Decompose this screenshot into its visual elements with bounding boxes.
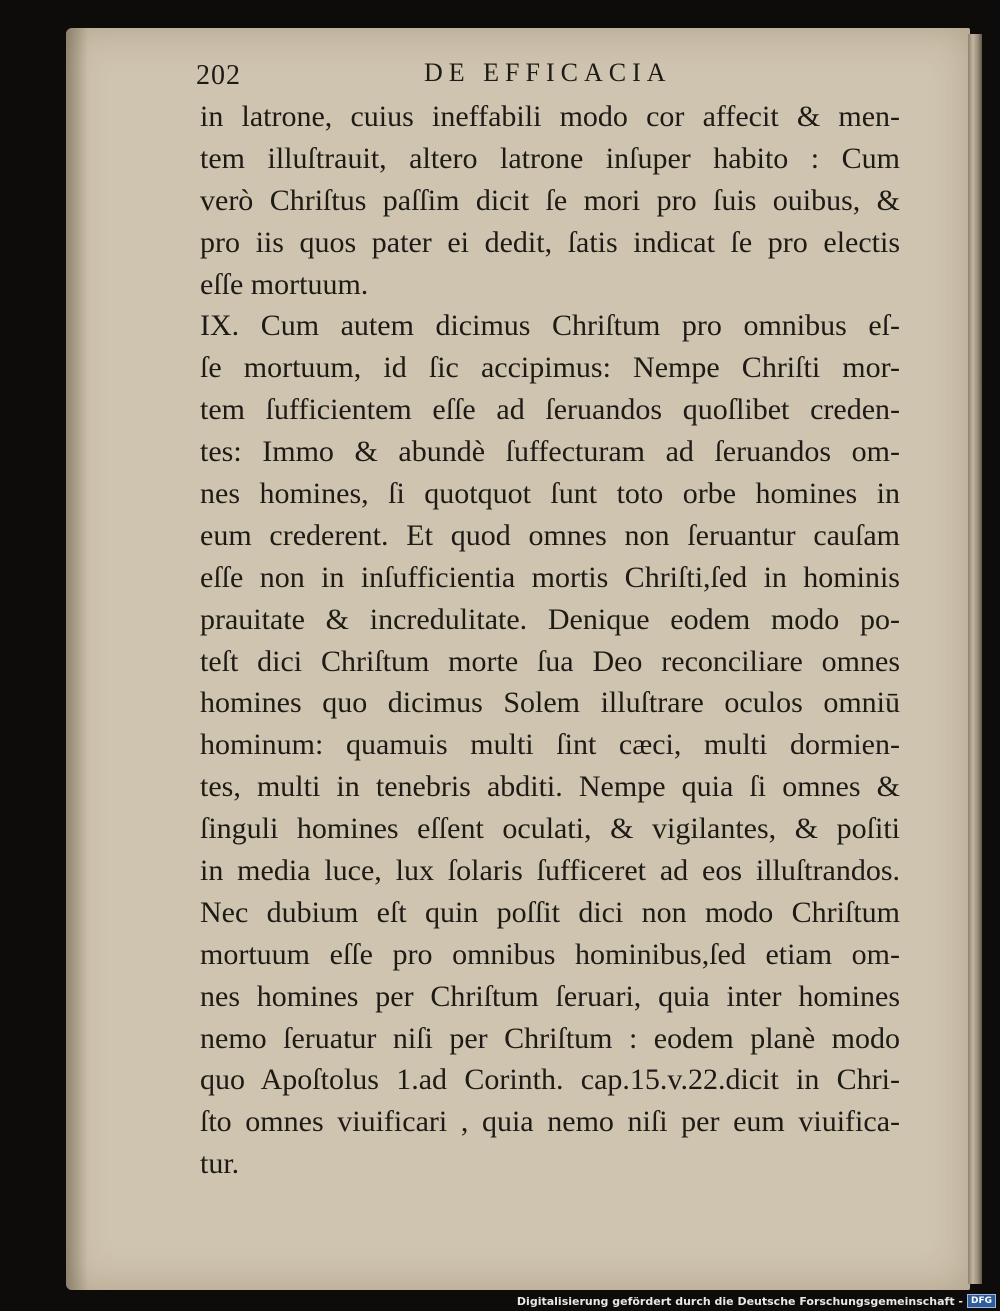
text-line: pro iis quos pater ei dedit, ſatis indicat ſe pro electis bbox=[200, 225, 900, 259]
text-line: homines quo dicimus Solem illuſtrare oculos omniū bbox=[200, 686, 900, 720]
text-line: tur. bbox=[200, 1147, 240, 1181]
text-line: eſſe non in inſufficientia mortis Chriſti,ſed in hominis bbox=[200, 560, 900, 594]
text-line: quo Apoſtolus 1.ad Corinth. cap.15.v.22.dicit in Chri- bbox=[200, 1063, 900, 1097]
spine-shadow bbox=[66, 28, 88, 1290]
text-line: eum crederent. Et quod omnes non ſeruantur cauſam bbox=[200, 518, 900, 552]
text-line: teſt dici Chriſtum morte ſua Deo reconciliare omnes bbox=[200, 644, 900, 678]
text-line: IX. Cum autem dicimus Chriſtum pro omnibus eſ- bbox=[200, 309, 900, 343]
text-line: Nec dubium eſt quin poſſit dici non modo Chriſtum bbox=[200, 895, 900, 929]
page-number: 202 bbox=[196, 60, 241, 91]
text-line: mortuum eſſe pro omnibus hominibus,ſed etiam om- bbox=[200, 937, 900, 971]
text-line: tem illuſtrauit, altero latrone inſuper habito : Cum bbox=[200, 141, 900, 175]
text-line: tes: Immo & abundè ſuffecturam ad ſeruandos om- bbox=[200, 435, 900, 469]
page-edge bbox=[968, 34, 982, 1284]
text-line: ſto omnes viuificari , quia nemo niſi per eum viuifica- bbox=[200, 1105, 900, 1139]
text-line: prauitate & incredulitate. Denique eodem modo po- bbox=[200, 602, 900, 636]
text-line: tem ſufficientem eſſe ad ſeruandos quoſlibet creden- bbox=[200, 393, 900, 427]
text-line: eſſe mortuum. bbox=[200, 267, 369, 301]
text-line: in media luce, lux ſolaris ſufficeret ad eos illuſtrandos. bbox=[200, 854, 900, 888]
text-line: hominum: quamuis multi ſint cæci, multi dormien- bbox=[200, 728, 900, 762]
text-line: nes homines, ſi quotquot ſunt toto orbe homines in bbox=[200, 477, 900, 511]
page-header bbox=[196, 58, 896, 92]
text-line: nemo ſeruatur niſi per Chriſtum : eodem planè modo bbox=[200, 1021, 900, 1055]
body-text bbox=[200, 96, 900, 1185]
text-line: tes, multi in tenebris abditi. Nempe quia ſi omnes & bbox=[200, 770, 900, 804]
text-line: ſinguli homines eſſent oculati, & vigilantes, & poſiti bbox=[200, 812, 900, 846]
digitization-credit bbox=[517, 1293, 996, 1309]
running-head: DE EFFICACIA bbox=[424, 58, 672, 87]
text-line: in latrone, cuius ineffabili modo cor affecit & men- bbox=[200, 100, 900, 133]
text-line: ſe mortuum, id ſic accipimus: Nempe Chriſti mor- bbox=[200, 351, 900, 385]
text-line: verò Chriſtus paſſim dicit ſe mori pro ſuis ouibus, & bbox=[200, 183, 900, 217]
text-line: nes homines per Chriſtum ſeruari, quia inter homines bbox=[200, 979, 900, 1013]
credit-text: Digitalisierung gefördert durch die Deutsche Forschungsgemeinschaft - bbox=[516, 1294, 963, 1308]
dfg-logo: DFG bbox=[967, 1294, 996, 1308]
